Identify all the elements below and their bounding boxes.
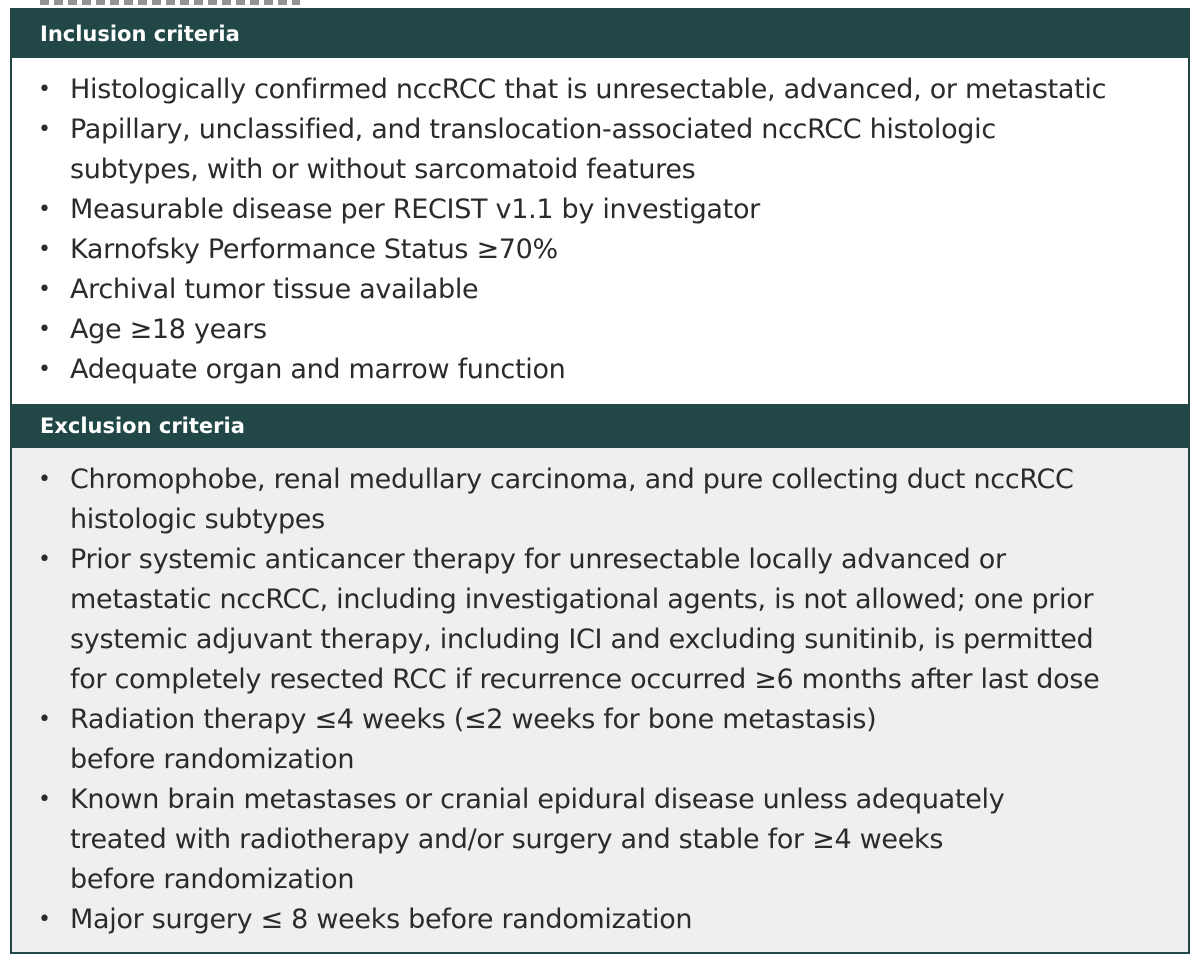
exclusion-item-text: Major surgery ≤ 8 weeks before randomization [70,904,693,935]
inclusion-item-text: Age ≥18 years [70,314,267,345]
exclusion-section [12,448,1188,952]
inclusion-item [12,70,1188,110]
inclusion-item-text: Papillary, unclassified, and translocation-associated nccRCC histologic subtypes, with or without sarcomatoid features [70,114,996,185]
bullet-icon: • [38,77,51,102]
bullet-icon: • [38,467,51,492]
bullet-icon: • [38,277,51,302]
bullet-icon: • [38,237,51,262]
exclusion-item-text: Prior systemic anticancer therapy for unresectable locally advanced or metastatic nccRCC, including investigational agents, is not allowed; one prior systemic adjuvant therapy, including ICI and excluding sunitinib, is permitted for completely resected RCC if recurrence occurred ≥6 months after last dose [70,544,1100,695]
exclusion-item [12,700,1188,780]
bullet-icon: • [38,547,51,572]
inclusion-item [12,190,1188,230]
inclusion-item-text: Measurable disease per RECIST v1.1 by investigator [70,194,760,225]
bullet-icon: • [38,117,51,142]
bullet-icon: • [38,317,51,342]
inclusion-item [12,230,1188,270]
exclusion-item-text: Radiation therapy ≤4 weeks (≤2 weeks for bone metastasis) before randomization [70,704,877,775]
inclusion-item [12,350,1188,390]
exclusion-item [12,540,1188,700]
exclusion-item-text: Known brain metastases or cranial epidural disease unless adequately treated with radiotherapy and/or surgery and stable for ≥4 weeks before randomization [70,784,1005,895]
bullet-icon: • [38,787,51,812]
inclusion-item-text: Karnofsky Performance Status ≥70% [70,234,558,265]
bullet-icon: • [38,707,51,732]
cropped-ink [40,0,300,5]
exclusion-item [12,780,1188,900]
inclusion-list [12,70,1188,390]
bullet-icon: • [38,197,51,222]
inclusion-section [12,58,1188,404]
bullet-icon: • [38,357,51,382]
inclusion-item-text: Adequate organ and marrow function [70,354,566,385]
inclusion-item [12,110,1188,190]
inclusion-item [12,270,1188,310]
exclusion-item [12,460,1188,540]
exclusion-list [12,460,1188,940]
cropped-text-fragment [0,0,1200,8]
criteria-table [10,8,1190,954]
inclusion-item [12,310,1188,350]
exclusion-item-text: Chromophobe, renal medullary carcinoma, and pure collecting duct nccRCC histologic subtypes [70,464,1074,535]
inclusion-header: Inclusion criteria [12,10,1188,58]
bullet-icon: • [38,907,51,932]
exclusion-header: Exclusion criteria [12,404,1188,448]
exclusion-item [12,900,1188,940]
inclusion-item-text: Archival tumor tissue available [70,274,479,305]
inclusion-item-text: Histologically confirmed nccRCC that is unresectable, advanced, or metastatic [70,74,1107,105]
